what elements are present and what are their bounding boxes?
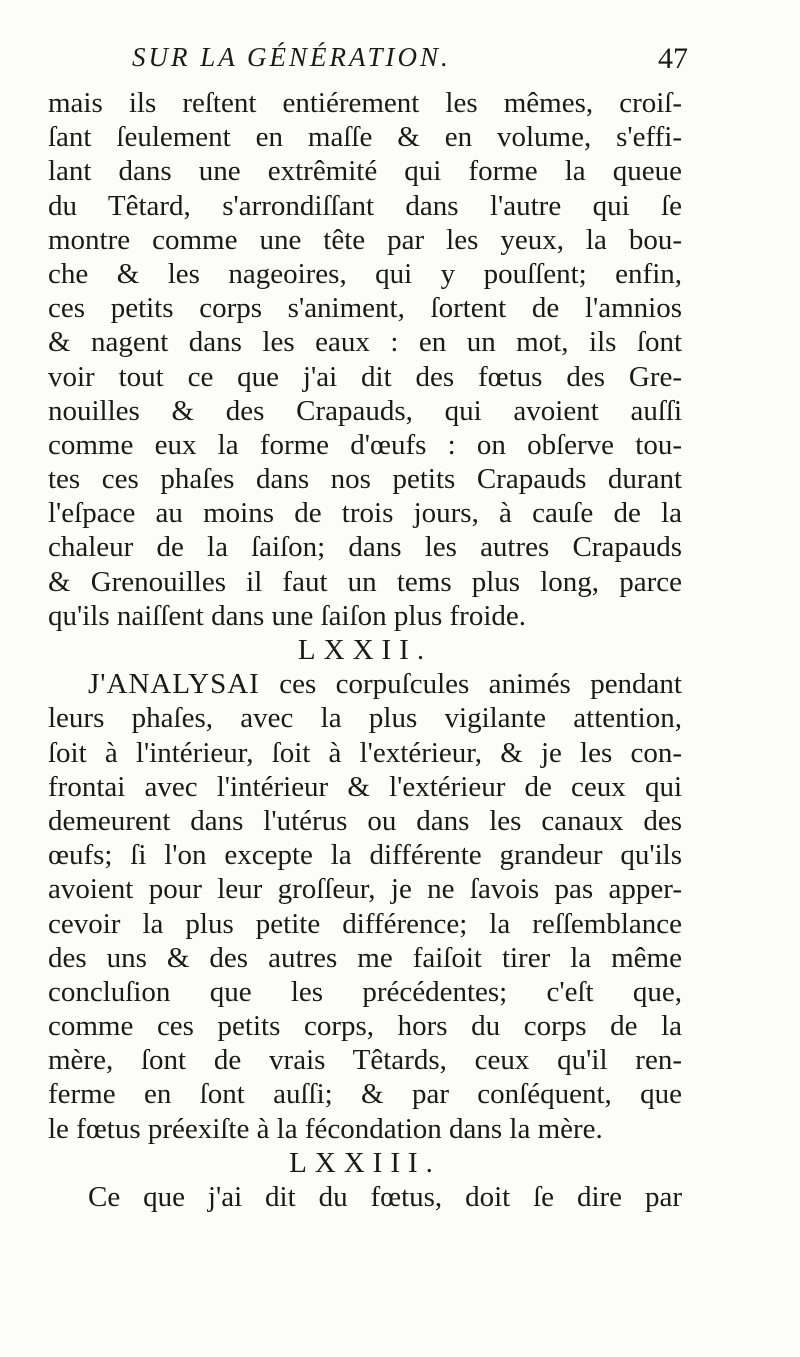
text-line: du Têtard, s'arrondiſſant dans l'autre qui ſe xyxy=(48,189,682,222)
text-line: œufs; ſi l'on excepte la différente grandeur qu'ils xyxy=(48,839,682,872)
text-line: ſoit à l'intérieur, ſoit à l'extérieur, & je les con- xyxy=(48,736,682,769)
section-heading-72: LXXII. xyxy=(297,634,433,666)
text-line: che & les nageoires, qui y pouſſent; enfin, xyxy=(48,257,682,290)
text-line: frontai avec l'intérieur & l'extérieur de ceux qui xyxy=(48,770,682,803)
text-line: cevoir la plus petite différence; la reſſemblance xyxy=(48,907,682,940)
text-line: ferme en ſont auſſi; & par conſéquent, que xyxy=(48,1078,682,1111)
text-line: chaleur de la ſaiſon; dans les autres Crapauds xyxy=(48,531,682,564)
paragraph-section-72 xyxy=(48,667,682,1146)
page-header xyxy=(48,42,688,82)
text-line: & Grenouilles il faut un tems plus long, parce xyxy=(48,565,682,598)
opening-word: J'ANALYSAI xyxy=(88,668,260,701)
running-head: SUR LA GÉNÉRATION. xyxy=(132,42,451,72)
text-line: leurs phaſes, avec la plus vigilante attention, xyxy=(48,702,682,735)
text-line: l'eſpace au moins de trois jours, à cauſe de la xyxy=(48,497,682,530)
text-line-first xyxy=(48,667,682,701)
text-line: concluſion que les précédentes; c'eſt que, xyxy=(48,975,682,1008)
text-line: lant dans une extrêmité qui forme la queue xyxy=(48,155,682,188)
page-number: 47 xyxy=(658,42,688,75)
text-line: ces petits corps s'animent, ſortent de l'amnios xyxy=(48,292,682,325)
paragraph-section-73 xyxy=(48,1180,682,1214)
body-text xyxy=(48,86,682,1214)
text-line: tes ces phaſes dans nos petits Crapauds durant xyxy=(48,463,682,496)
text-line: des uns & des autres me faiſoit tirer la même xyxy=(48,941,682,974)
text-line: nouilles & des Crapauds, qui avoient auſſi xyxy=(48,394,682,427)
text-line: voir tout ce que j'ai dit des fœtus des Gre- xyxy=(48,360,682,393)
text-line: & nagent dans les eaux : en un mot, ils ſont xyxy=(48,326,682,359)
opening-line-rest: ces corpuſcules animés pendant xyxy=(259,668,682,701)
paragraph-continued xyxy=(48,86,682,633)
text-line: ſant ſeulement en maſſe & en volume, s'effi- xyxy=(48,121,682,154)
text-line: montre comme une tête par les yeux, la bou- xyxy=(48,223,682,256)
text-line: mais ils reſtent entiérement les mêmes, croiſ- xyxy=(48,87,682,119)
text-line: mère, ſont de vrais Têtards, ceux qu'il ren- xyxy=(48,1044,682,1077)
text-line: comme ces petits corps, hors du corps de la xyxy=(48,1010,682,1043)
text-line: Ce que j'ai dit du fœtus, doit ſe dire par xyxy=(88,1181,682,1213)
text-line: le fœtus préexiſte à la fécondation dans la mère. xyxy=(48,1112,603,1145)
text-line: demeurent dans l'utérus ou dans les canaux des xyxy=(48,804,682,837)
text-line: qu'ils naiſſent dans une ſaiſon plus froide. xyxy=(48,599,527,632)
text-line: comme eux la forme d'œufs : on obſerve tou- xyxy=(48,428,682,461)
text-line: avoient pour leur groſſeur, je ne ſavois pas apper- xyxy=(48,873,682,906)
section-heading-73: LXXIII. xyxy=(289,1146,441,1179)
